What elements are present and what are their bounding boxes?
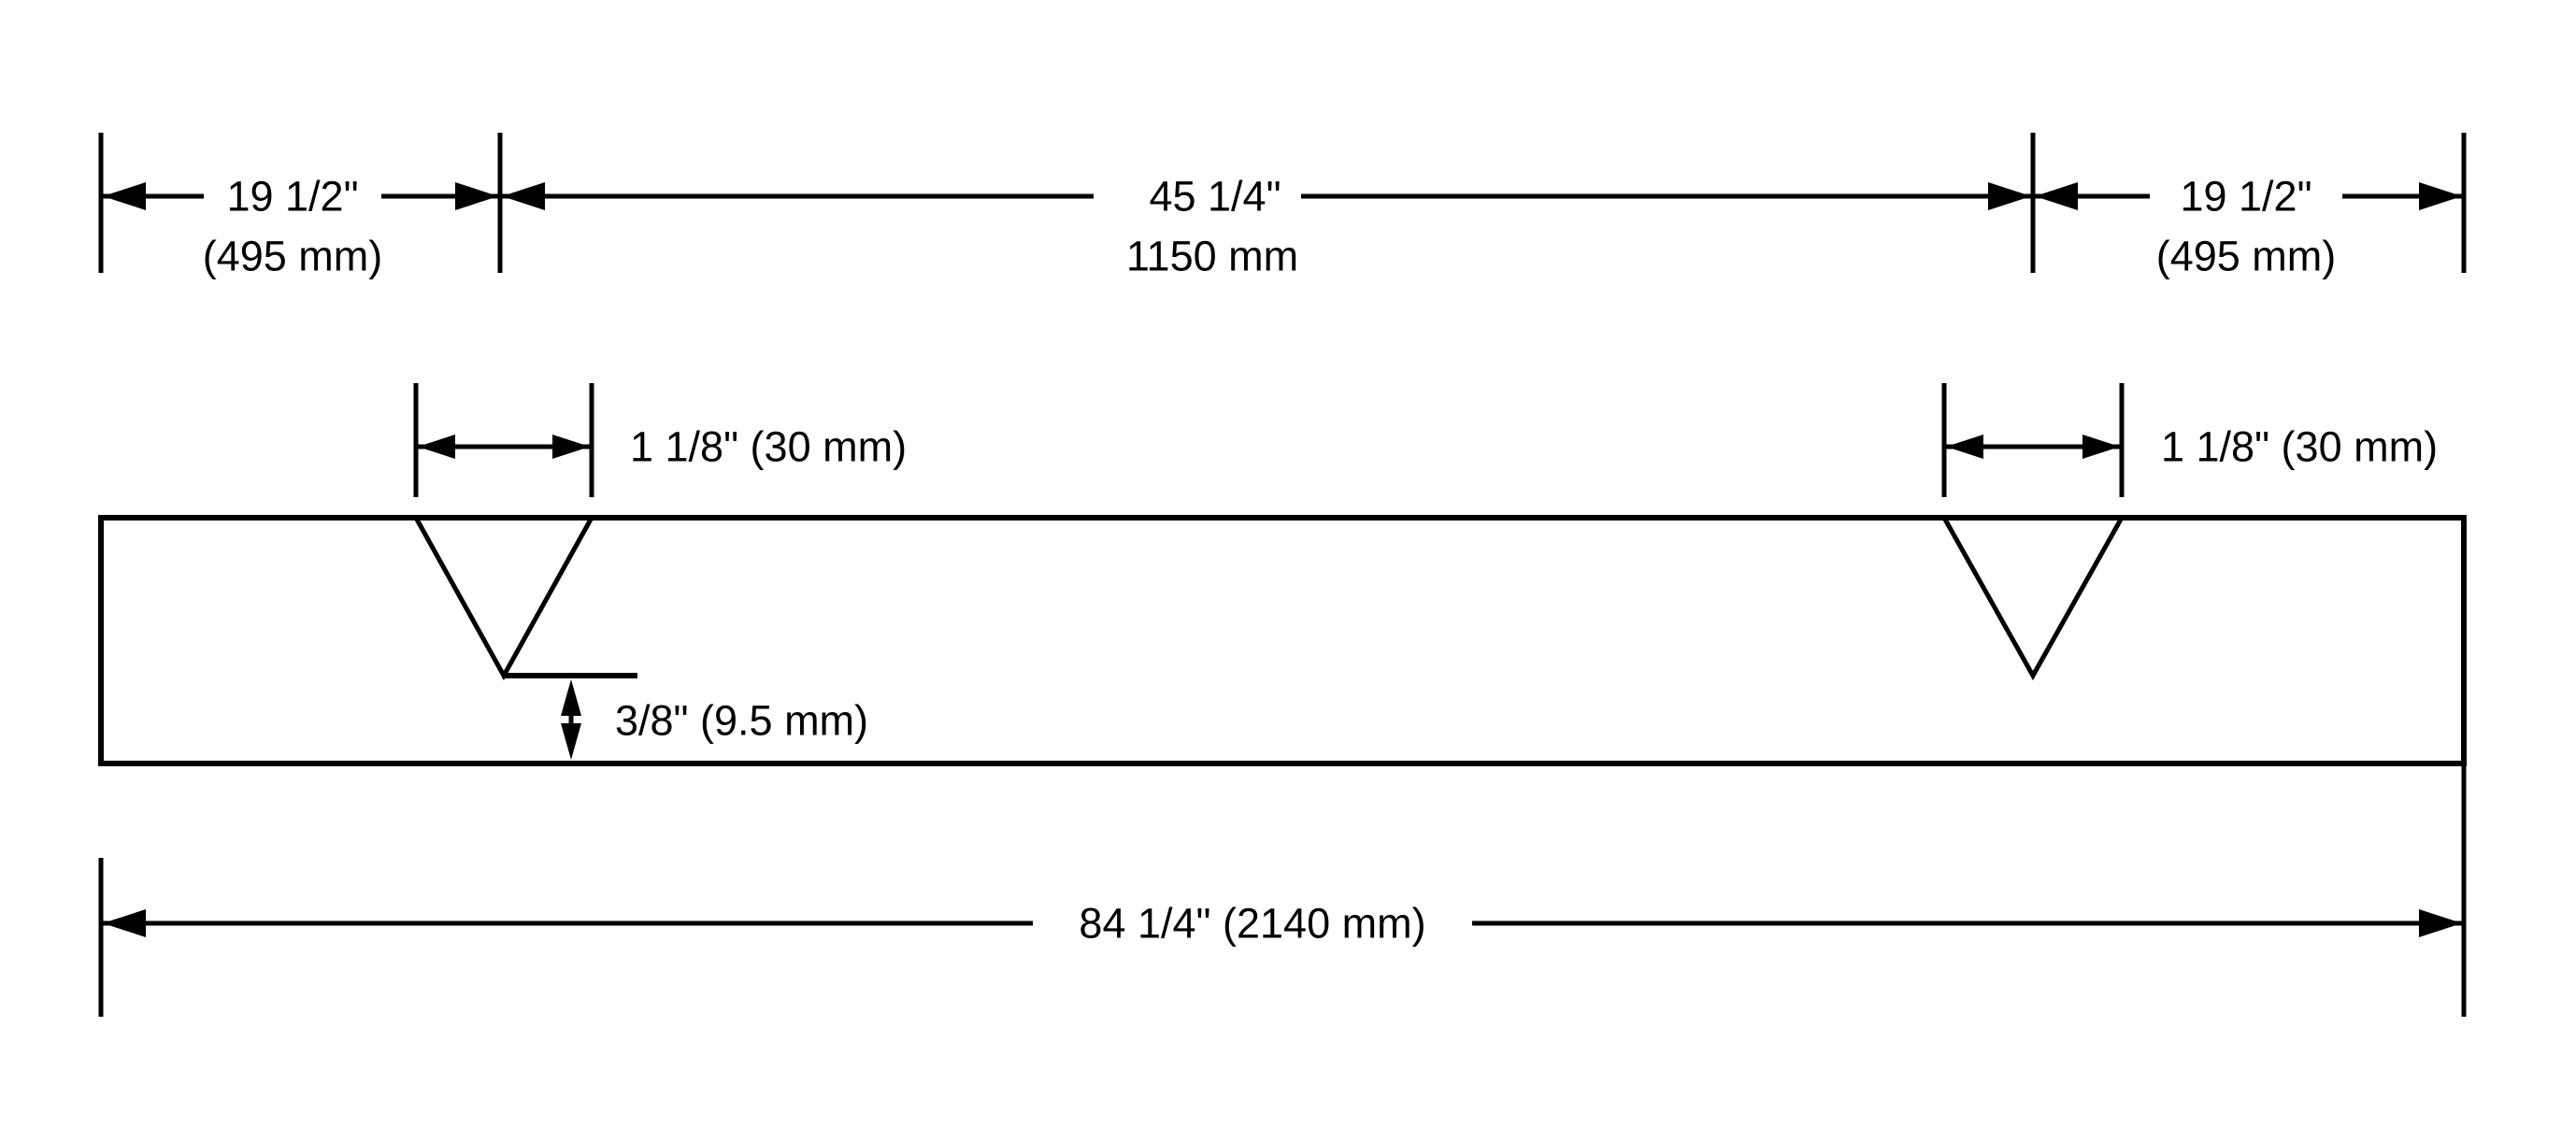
top-dim-middle-metric-label: 1150 mm bbox=[1125, 232, 1299, 280]
depth-dim-label: 3/8" (9.5 mm) bbox=[615, 696, 869, 745]
top-dim-arrow-seg1-right bbox=[455, 182, 498, 210]
overall-dim-arrow-left bbox=[103, 909, 146, 937]
right-notch-dim-arrow-left bbox=[1946, 435, 1983, 459]
overall-dim-label: 84 1/4" (2140 mm) bbox=[1079, 899, 1426, 948]
top-dim-left-metric-label: (495 mm) bbox=[202, 232, 383, 280]
depth-dim-arrow-down bbox=[561, 723, 581, 760]
top-dim-arrow-seg1-left bbox=[103, 182, 146, 210]
board-outline bbox=[101, 518, 2464, 763]
depth-dim-arrow-up bbox=[561, 679, 581, 716]
top-dim-middle-imperial-label: 45 1/4" bbox=[1149, 172, 1281, 221]
top-dim-arrow-seg2-left bbox=[502, 182, 545, 210]
top-dim-right-metric-label: (495 mm) bbox=[2155, 232, 2337, 280]
left-notch-dim-arrow-right bbox=[552, 435, 590, 459]
right-notch-dim-label: 1 1/8" (30 mm) bbox=[2161, 422, 2439, 471]
top-dim-left-imperial-label: 19 1/2" bbox=[226, 172, 359, 221]
right-notch-dim-arrow-right bbox=[2082, 435, 2120, 459]
top-dim-arrow-seg2-right bbox=[1988, 182, 2031, 210]
left-notch-dim-arrow-left bbox=[418, 435, 455, 459]
right-v-notch bbox=[1944, 518, 2122, 676]
top-dim-arrow-seg3-left bbox=[2035, 182, 2078, 210]
top-dim-right-imperial-label: 19 1/2" bbox=[2180, 172, 2312, 221]
left-notch-dim-label: 1 1/8" (30 mm) bbox=[630, 422, 908, 471]
top-dim-arrow-seg3-right bbox=[2419, 182, 2462, 210]
left-v-notch bbox=[416, 518, 592, 676]
overall-dim-arrow-right bbox=[2419, 909, 2462, 937]
